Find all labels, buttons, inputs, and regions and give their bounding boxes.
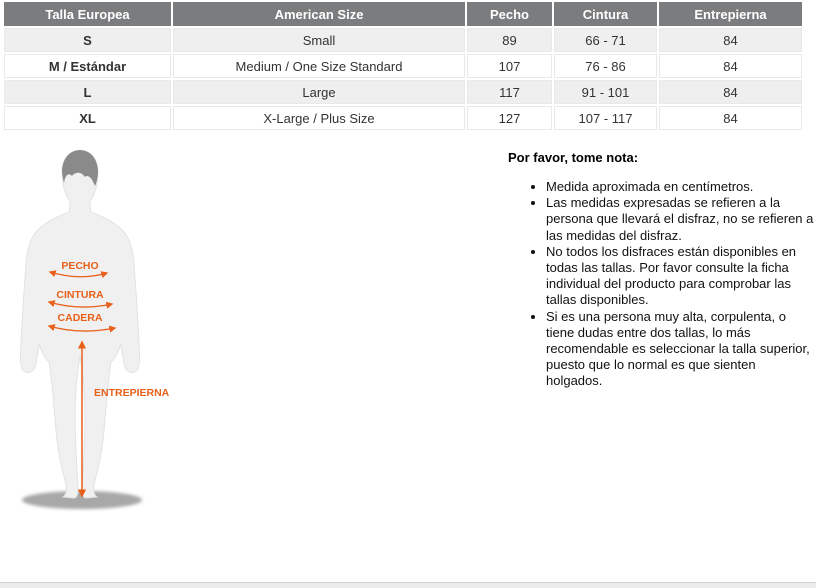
note-item: • No todos los disfraces están disponibles en todas las tallas. Por favor consulte la ficha individual del producto para comprobar las tallas disponibles. (546, 244, 814, 309)
header-pecho: Pecho (467, 2, 552, 26)
cell-american: Small (173, 28, 465, 52)
header-talla-europea: Talla Europea (4, 2, 171, 26)
cell-american: Large (173, 80, 465, 104)
note-item: • Las medidas expresadas se refieren a la persona que llevará el disfraz, no se refieren a las medidas del disfraz. (546, 195, 814, 244)
cell-entrepierna: 84 (659, 54, 802, 78)
cell-talla: L (4, 80, 171, 104)
notes-heading: Por favor, tome nota: (508, 150, 639, 165)
notes-list (508, 179, 814, 390)
body-measurement-figure (8, 146, 178, 514)
size-table-header (4, 2, 802, 26)
cell-pecho: 89 (467, 28, 552, 52)
body-silhouette (20, 151, 139, 498)
cell-pecho: 117 (467, 80, 552, 104)
cell-talla: S (4, 28, 171, 52)
cell-american: X-Large / Plus Size (173, 106, 465, 130)
cell-american: Medium / One Size Standard (173, 54, 465, 78)
header-entrepierna: Entrepierna (659, 2, 802, 26)
size-table (2, 0, 804, 132)
table-row (4, 80, 802, 104)
cell-entrepierna: 84 (659, 28, 802, 52)
cell-entrepierna: 84 (659, 106, 802, 130)
header-american-size: American Size (173, 2, 465, 26)
table-row (4, 54, 802, 78)
cell-pecho: 127 (467, 106, 552, 130)
cell-cintura: 107 - 117 (554, 106, 657, 130)
body-figure-svg (8, 146, 178, 514)
cell-talla: M / Estándar (4, 54, 171, 78)
chest-label: PECHO (61, 260, 99, 272)
cell-cintura: 91 - 101 (554, 80, 657, 104)
cell-talla: XL (4, 106, 171, 130)
cell-cintura: 66 - 71 (554, 28, 657, 52)
table-row (4, 28, 802, 52)
table-row (4, 106, 802, 130)
header-cintura: Cintura (554, 2, 657, 26)
inseam-label: ENTREPIERNA (94, 387, 170, 399)
footer-bar (0, 582, 816, 588)
notes-section (508, 150, 814, 390)
header-row (4, 2, 802, 26)
cell-cintura: 76 - 86 (554, 54, 657, 78)
cell-entrepierna: 84 (659, 80, 802, 104)
note-item: • Medida aproximada en centímetros. (546, 179, 814, 195)
cell-pecho: 107 (467, 54, 552, 78)
waist-label: CINTURA (56, 289, 104, 301)
hip-label: CADERA (57, 312, 103, 324)
note-item: • Si es una persona muy alta, corpulenta, o tiene dudas entre dos tallas, lo más recomendable es seleccionar la talla superior, puesto que lo normal es que sienten holgados. (546, 309, 814, 390)
